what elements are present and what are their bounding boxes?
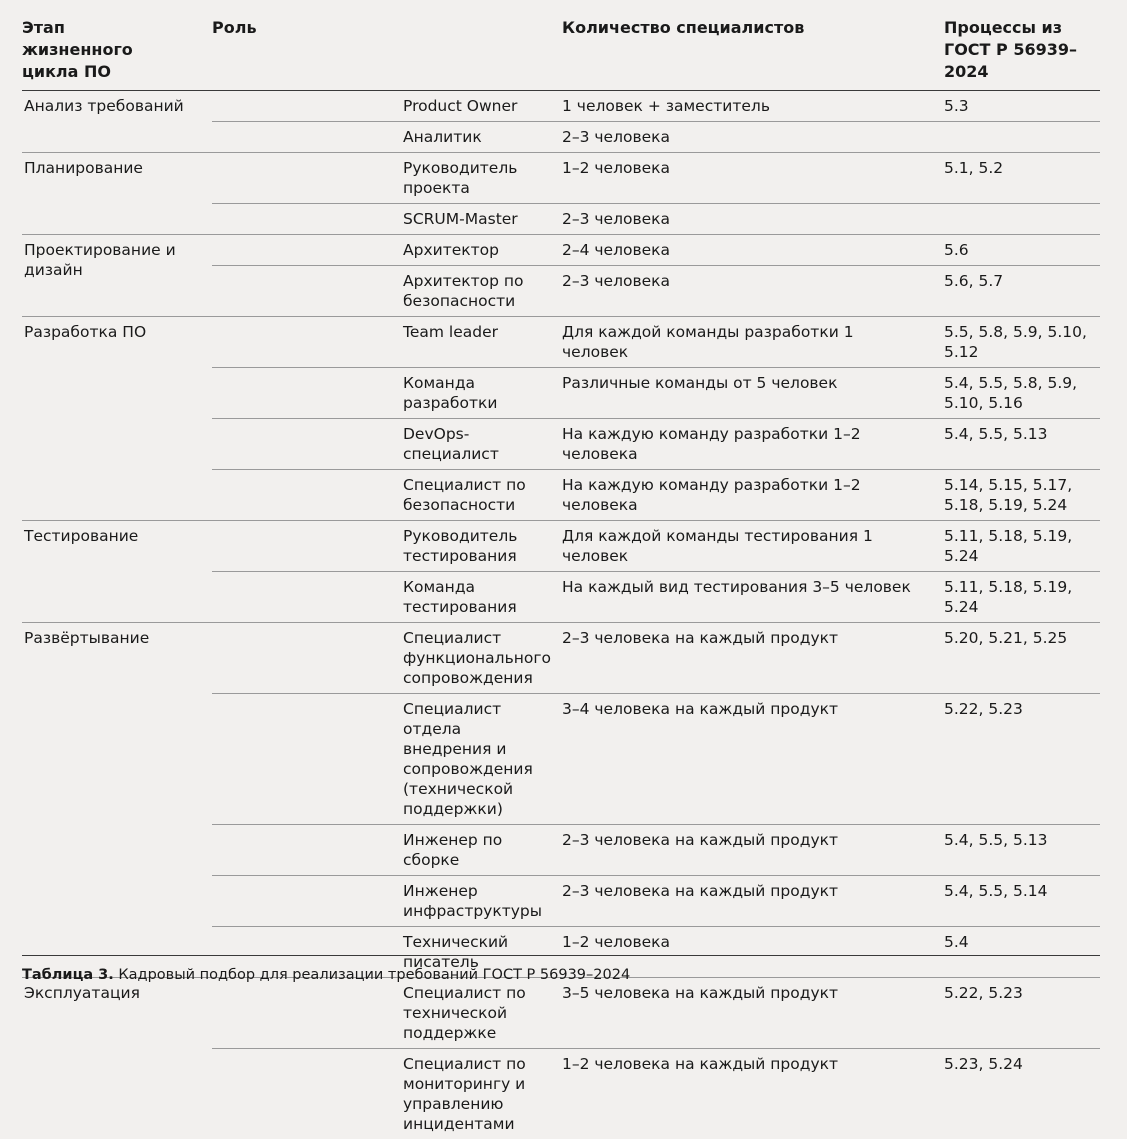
cell-role: Архитектор	[212, 235, 562, 266]
cell-processes: 5.6	[944, 235, 1100, 266]
cell-role: Специалист по технической поддержке	[212, 978, 562, 1049]
table-row	[22, 91, 1100, 122]
cell-count: 2–3 человека на каждый продукт	[562, 876, 944, 927]
cell-role: Специалист по мониторингу и управлению инцидентами	[212, 1049, 562, 1139]
cell-processes: 5.22, 5.23	[944, 694, 1100, 825]
cell-role: Инженер по сборке	[212, 825, 562, 876]
header-role: Роль	[212, 0, 562, 91]
table-header-row	[22, 0, 1100, 91]
cell-stage: Проектирование и дизайн	[22, 235, 212, 317]
cell-role: Аналитик	[212, 122, 562, 153]
cell-stage: Развёртывание	[22, 623, 212, 978]
cell-stage: Анализ требований	[22, 91, 212, 153]
cell-count: 2–3 человека	[562, 122, 944, 153]
table-row	[22, 978, 1100, 1049]
cell-processes: 5.3	[944, 91, 1100, 122]
cell-role: Руководитель тестирования	[212, 521, 562, 572]
cell-processes: 5.11, 5.18, 5.19, 5.24	[944, 521, 1100, 572]
cell-processes: 5.11, 5.18, 5.19, 5.24	[944, 572, 1100, 623]
cell-role: Руководитель проекта	[212, 153, 562, 204]
table-row	[22, 317, 1100, 368]
header-count: Количество специалистов	[562, 0, 944, 91]
cell-stage: Тестирование	[22, 521, 212, 623]
cell-role: Product Owner	[212, 91, 562, 122]
cell-stage: Разработка ПО	[22, 317, 212, 521]
cell-processes: 5.1, 5.2	[944, 153, 1100, 204]
cell-count: 1–2 человека	[562, 153, 944, 204]
cell-role: SCRUM-Master	[212, 204, 562, 235]
cell-processes	[944, 122, 1100, 153]
cell-count: Различные команды от 5 человек	[562, 368, 944, 419]
cell-processes: 5.23, 5.24	[944, 1049, 1100, 1139]
cell-processes	[944, 204, 1100, 235]
cell-count: 2–3 человека на каждый продукт	[562, 825, 944, 876]
table-row	[22, 521, 1100, 572]
cell-count: На каждую команду разработки 1–2 человека	[562, 419, 944, 470]
cell-count: 3–4 человека на каждый продукт	[562, 694, 944, 825]
cell-count: На каждый вид тестирования 3–5 человек	[562, 572, 944, 623]
cell-count: 2–3 человека	[562, 266, 944, 317]
cell-count: 2–4 человека	[562, 235, 944, 266]
header-stage: Этап жизненного цикла ПО	[22, 0, 212, 91]
cell-count: Для каждой команды разработки 1 человек	[562, 317, 944, 368]
table-row	[22, 153, 1100, 204]
cell-processes: 5.4, 5.5, 5.13	[944, 419, 1100, 470]
cell-role: Специалист по безопасности	[212, 470, 562, 521]
cell-role: Специалист функционального сопровождения	[212, 623, 562, 694]
cell-processes: 5.4	[944, 927, 1100, 978]
cell-role: Инженер инфраструктуры	[212, 876, 562, 927]
cell-count: 3–5 человека на каждый продукт	[562, 978, 944, 1049]
cell-role: DevOps-специалист	[212, 419, 562, 470]
cell-count: На каждую команду разработки 1–2 человека	[562, 470, 944, 521]
cell-count: Для каждой команды тестирования 1 человек	[562, 521, 944, 572]
caption-label: Таблица 3.	[22, 967, 114, 983]
cell-count: 1 человек + заместитель	[562, 91, 944, 122]
cell-role: Специалист отдела внедрения и сопровождения (технической поддержки)	[212, 694, 562, 825]
cell-count: 2–3 человека	[562, 204, 944, 235]
cell-count: 1–2 человека	[562, 927, 944, 978]
cell-role: Команда тестирования	[212, 572, 562, 623]
table-row	[22, 235, 1100, 266]
cell-processes: 5.4, 5.5, 5.13	[944, 825, 1100, 876]
cell-processes: 5.22, 5.23	[944, 978, 1100, 1049]
cell-count: 2–3 человека на каждый продукт	[562, 623, 944, 694]
table-caption	[22, 955, 1100, 985]
cell-stage: Эксплуатация	[22, 978, 212, 1139]
caption-text: Кадровый подбор для реализации требований ГОСТ Р 56939–2024	[114, 967, 630, 983]
table-row	[22, 623, 1100, 694]
cell-processes: 5.5, 5.8, 5.9, 5.10, 5.12	[944, 317, 1100, 368]
cell-processes: 5.4, 5.5, 5.14	[944, 876, 1100, 927]
cell-role: Команда разработки	[212, 368, 562, 419]
cell-processes: 5.20, 5.21, 5.25	[944, 623, 1100, 694]
cell-role: Team leader	[212, 317, 562, 368]
header-processes: Процессы из ГОСТ Р 56939–2024	[944, 0, 1100, 91]
cell-processes: 5.14, 5.15, 5.17, 5.18, 5.19, 5.24	[944, 470, 1100, 521]
cell-processes: 5.6, 5.7	[944, 266, 1100, 317]
cell-count: 1–2 человека на каждый продукт	[562, 1049, 944, 1139]
cell-role: Технический писатель	[212, 927, 562, 978]
cell-processes: 5.4, 5.5, 5.8, 5.9, 5.10, 5.16	[944, 368, 1100, 419]
cell-stage: Планирование	[22, 153, 212, 235]
cell-role: Архитектор по безопасности	[212, 266, 562, 317]
